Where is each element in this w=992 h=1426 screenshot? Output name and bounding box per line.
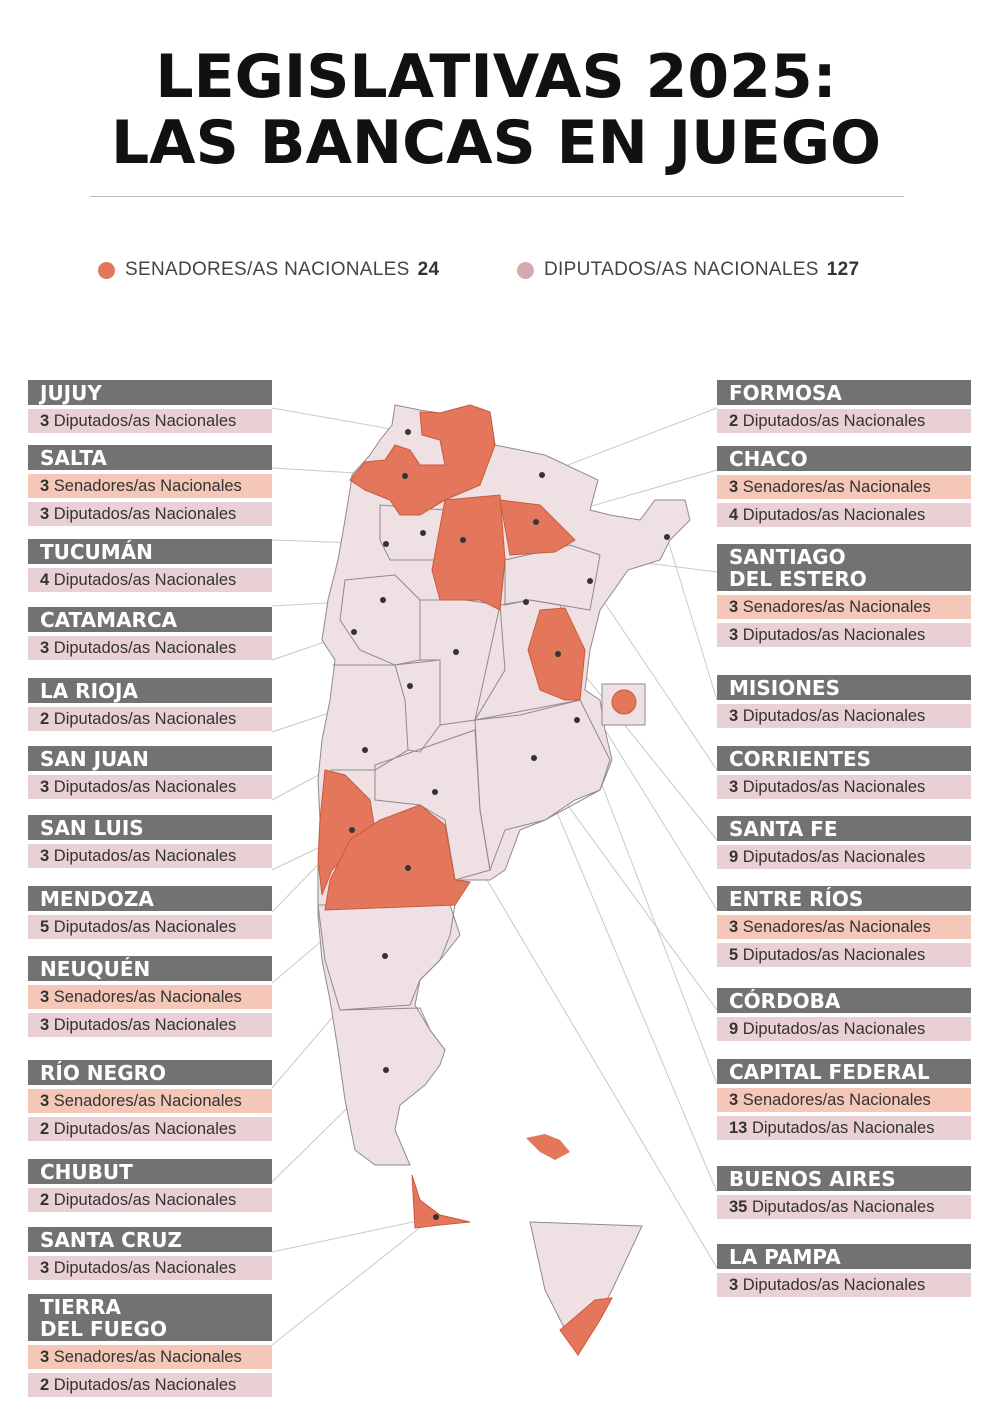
province-card-catamarca xyxy=(28,607,272,660)
province-name: LA RIOJA xyxy=(28,678,272,703)
province-name: SAN LUIS xyxy=(28,815,272,840)
province-card-la-pampa xyxy=(717,1244,971,1297)
province-name: TUCUMÁN xyxy=(28,539,272,564)
senators-row: 3 Senadores/as Nacionales xyxy=(717,1088,971,1112)
deputies-row: 5 Diputados/as Nacionales xyxy=(717,943,971,967)
province-name: CHUBUT xyxy=(28,1159,272,1184)
province-name: BUENOS AIRES xyxy=(717,1166,971,1191)
deputies-row: 3 Diputados/as Nacionales xyxy=(28,775,272,799)
senators-row: 3 Senadores/as Nacionales xyxy=(717,475,971,499)
deputies-row: 3 Diputados/as Nacionales xyxy=(28,844,272,868)
province-name: SALTA xyxy=(28,445,272,470)
deputies-row: 3 Diputados/as Nacionales xyxy=(717,623,971,647)
deputies-row: 2 Diputados/as Nacionales xyxy=(28,1117,272,1141)
deputies-row: 3 Diputados/as Nacionales xyxy=(28,409,272,433)
deputies-row: 2 Diputados/as Nacionales xyxy=(28,1373,272,1397)
province-name: FORMOSA xyxy=(717,380,971,405)
deputies-row: 2 Diputados/as Nacionales xyxy=(28,707,272,731)
province-name: ENTRE RÍOS xyxy=(717,886,971,911)
senators-row: 3 Senadores/as Nacionales xyxy=(717,595,971,619)
title-line-1: LEGISLATIVAS 2025: xyxy=(155,42,837,112)
province-name: CAPITAL FEDERAL xyxy=(717,1059,971,1084)
deputies-row: 9 Diputados/as Nacionales xyxy=(717,845,971,869)
province-name: MISIONES xyxy=(717,675,971,700)
province-card-rio-negro xyxy=(28,1060,272,1141)
province-name: NEUQUÉN xyxy=(28,956,272,981)
province-name: CHACO xyxy=(717,446,971,471)
province-name: MENDOZA xyxy=(28,886,272,911)
province-name: JUJUY xyxy=(28,380,272,405)
province-card-tierra-del-fuego xyxy=(28,1294,272,1397)
deputies-row: 3 Diputados/as Nacionales xyxy=(28,1013,272,1037)
province-card-tucuman xyxy=(28,539,272,592)
province-name: CATAMARCA xyxy=(28,607,272,632)
province-card-misiones xyxy=(717,675,971,728)
senators-row: 3 Senadores/as Nacionales xyxy=(28,474,272,498)
province-card-san-luis xyxy=(28,815,272,868)
legend-deputies-total: 127 xyxy=(826,259,860,280)
deputies-row: 3 Diputados/as Nacionales xyxy=(717,1273,971,1297)
deputies-row: 5 Diputados/as Nacionales xyxy=(28,915,272,939)
province-name: CÓRDOBA xyxy=(717,988,971,1013)
province-card-cordoba xyxy=(717,988,971,1041)
province-card-chaco xyxy=(717,446,971,527)
deputies-row: 3 Diputados/as Nacionales xyxy=(717,775,971,799)
deputies-row: 3 Diputados/as Nacionales xyxy=(28,502,272,526)
province-name: SANTA CRUZ xyxy=(28,1227,272,1252)
province-card-la-rioja xyxy=(28,678,272,731)
legend-senators-total: 24 xyxy=(417,259,440,280)
legend-senators-label: SENADORES/AS NACIONALES xyxy=(125,259,410,280)
province-name: SANTA FE xyxy=(717,816,971,841)
title-line-2: LAS BANCAS EN JUEGO xyxy=(110,108,882,178)
deputies-row: 2 Diputados/as Nacionales xyxy=(717,409,971,433)
senators-row: 3 Senadores/as Nacionales xyxy=(717,915,971,939)
deputies-row: 3 Diputados/as Nacionales xyxy=(717,704,971,728)
province-card-salta xyxy=(28,445,272,526)
deputies-row: 3 Diputados/as Nacionales xyxy=(28,636,272,660)
deputies-row: 13 Diputados/as Nacionales xyxy=(717,1116,971,1140)
deputies-row: 3 Diputados/as Nacionales xyxy=(28,1256,272,1280)
deputies-row: 4 Diputados/as Nacionales xyxy=(28,568,272,592)
province-name: TIERRA DEL FUEGO xyxy=(28,1294,272,1341)
deputies-row: 4 Diputados/as Nacionales xyxy=(717,503,971,527)
province-card-santa-cruz xyxy=(28,1227,272,1280)
province-name: RÍO NEGRO xyxy=(28,1060,272,1085)
province-card-entre-rios xyxy=(717,886,971,967)
province-card-formosa xyxy=(717,380,971,433)
province-card-jujuy xyxy=(28,380,272,433)
province-card-san-juan xyxy=(28,746,272,799)
senators-row: 3 Senadores/as Nacionales xyxy=(28,1345,272,1369)
province-name: SAN JUAN xyxy=(28,746,272,771)
senators-row: 3 Senadores/as Nacionales xyxy=(28,1089,272,1113)
legend-deputies-label: DIPUTADOS/AS NACIONALES xyxy=(544,259,819,280)
province-card-mendoza xyxy=(28,886,272,939)
province-card-corrientes xyxy=(717,746,971,799)
province-name: CORRIENTES xyxy=(717,746,971,771)
province-card-capital-federal xyxy=(717,1059,971,1140)
province-card-neuquen xyxy=(28,956,272,1037)
province-card-santa-fe xyxy=(717,816,971,869)
deputies-row: 2 Diputados/as Nacionales xyxy=(28,1188,272,1212)
province-name: SANTIAGO DEL ESTERO xyxy=(717,544,971,591)
province-card-chubut xyxy=(28,1159,272,1212)
deputies-row: 9 Diputados/as Nacionales xyxy=(717,1017,971,1041)
province-card-buenos-aires xyxy=(717,1166,971,1219)
province-card-santiago-del-estero xyxy=(717,544,971,647)
province-name: LA PAMPA xyxy=(717,1244,971,1269)
deputies-row: 35 Diputados/as Nacionales xyxy=(717,1195,971,1219)
senators-row: 3 Senadores/as Nacionales xyxy=(28,985,272,1009)
